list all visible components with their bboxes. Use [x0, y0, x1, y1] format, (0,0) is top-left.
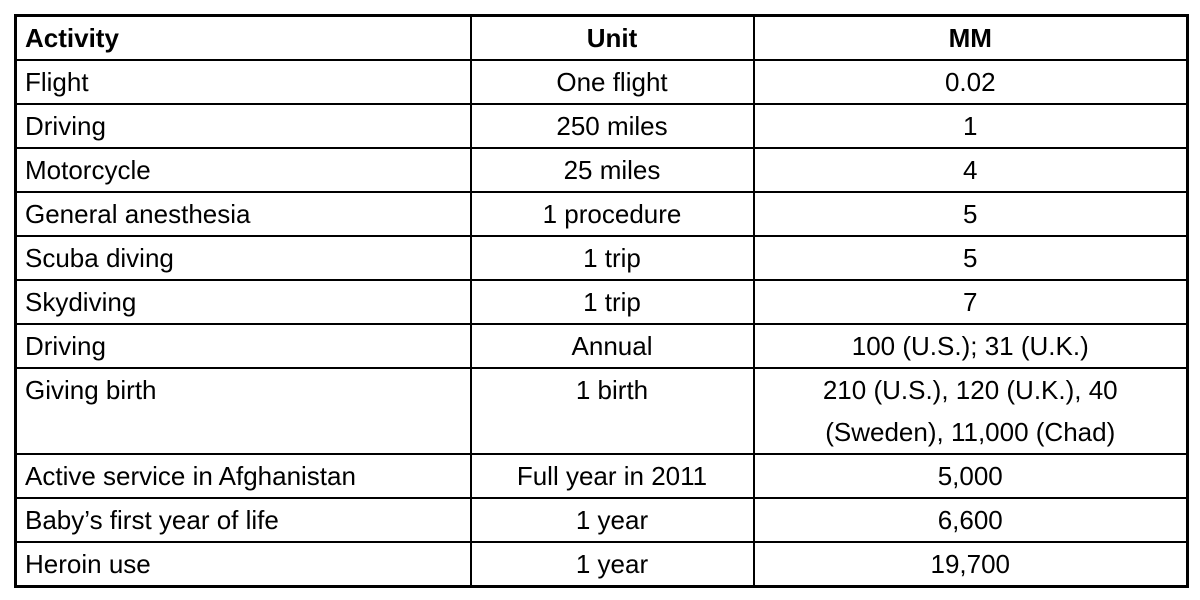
table-row	[16, 542, 1188, 587]
unit-cell: 1 trip	[471, 236, 754, 280]
table-row	[16, 280, 1188, 324]
mm-cell: 210 (U.S.), 120 (U.K.), 40 (Sweden), 11,000 (Chad)	[754, 368, 1188, 454]
table-row	[16, 236, 1188, 280]
unit-cell: Annual	[471, 324, 754, 368]
unit-cell: 250 miles	[471, 104, 754, 148]
table-row	[16, 104, 1188, 148]
activity-cell: Motorcycle	[16, 148, 471, 192]
mm-cell: 19,700	[754, 542, 1188, 587]
unit-cell: 25 miles	[471, 148, 754, 192]
table-row	[16, 498, 1188, 542]
activity-cell: Flight	[16, 60, 471, 104]
mm-cell: 7	[754, 280, 1188, 324]
table-row	[16, 368, 1188, 454]
unit-cell: 1 procedure	[471, 192, 754, 236]
mm-cell: 100 (U.S.); 31 (U.K.)	[754, 324, 1188, 368]
table-row	[16, 324, 1188, 368]
table-row	[16, 60, 1188, 104]
mm-cell: 5,000	[754, 454, 1188, 498]
mm-cell: 5	[754, 236, 1188, 280]
mm-cell: 4	[754, 148, 1188, 192]
table-row	[16, 454, 1188, 498]
activity-cell: Scuba diving	[16, 236, 471, 280]
unit-cell: 1 year	[471, 542, 754, 587]
table-row	[16, 192, 1188, 236]
header-row	[16, 16, 1188, 61]
mm-cell: 1	[754, 104, 1188, 148]
unit-cell: 1 trip	[471, 280, 754, 324]
unit-cell: Full year in 2011	[471, 454, 754, 498]
micromort-risk-table	[14, 14, 1189, 588]
activity-cell: Baby’s first year of life	[16, 498, 471, 542]
header-activity: Activity	[16, 16, 471, 61]
mm-cell: 0.02	[754, 60, 1188, 104]
activity-cell: Heroin use	[16, 542, 471, 587]
activity-cell: Driving	[16, 104, 471, 148]
activity-cell: General anesthesia	[16, 192, 471, 236]
mm-cell: 6,600	[754, 498, 1188, 542]
header-mm: MM	[754, 16, 1188, 61]
header-unit: Unit	[471, 16, 754, 61]
mm-cell: 5	[754, 192, 1188, 236]
activity-cell: Skydiving	[16, 280, 471, 324]
unit-cell: 1 year	[471, 498, 754, 542]
unit-cell: One flight	[471, 60, 754, 104]
activity-cell: Driving	[16, 324, 471, 368]
unit-cell: 1 birth	[471, 368, 754, 454]
activity-cell: Giving birth	[16, 368, 471, 454]
table-row	[16, 148, 1188, 192]
activity-cell: Active service in Afghanistan	[16, 454, 471, 498]
